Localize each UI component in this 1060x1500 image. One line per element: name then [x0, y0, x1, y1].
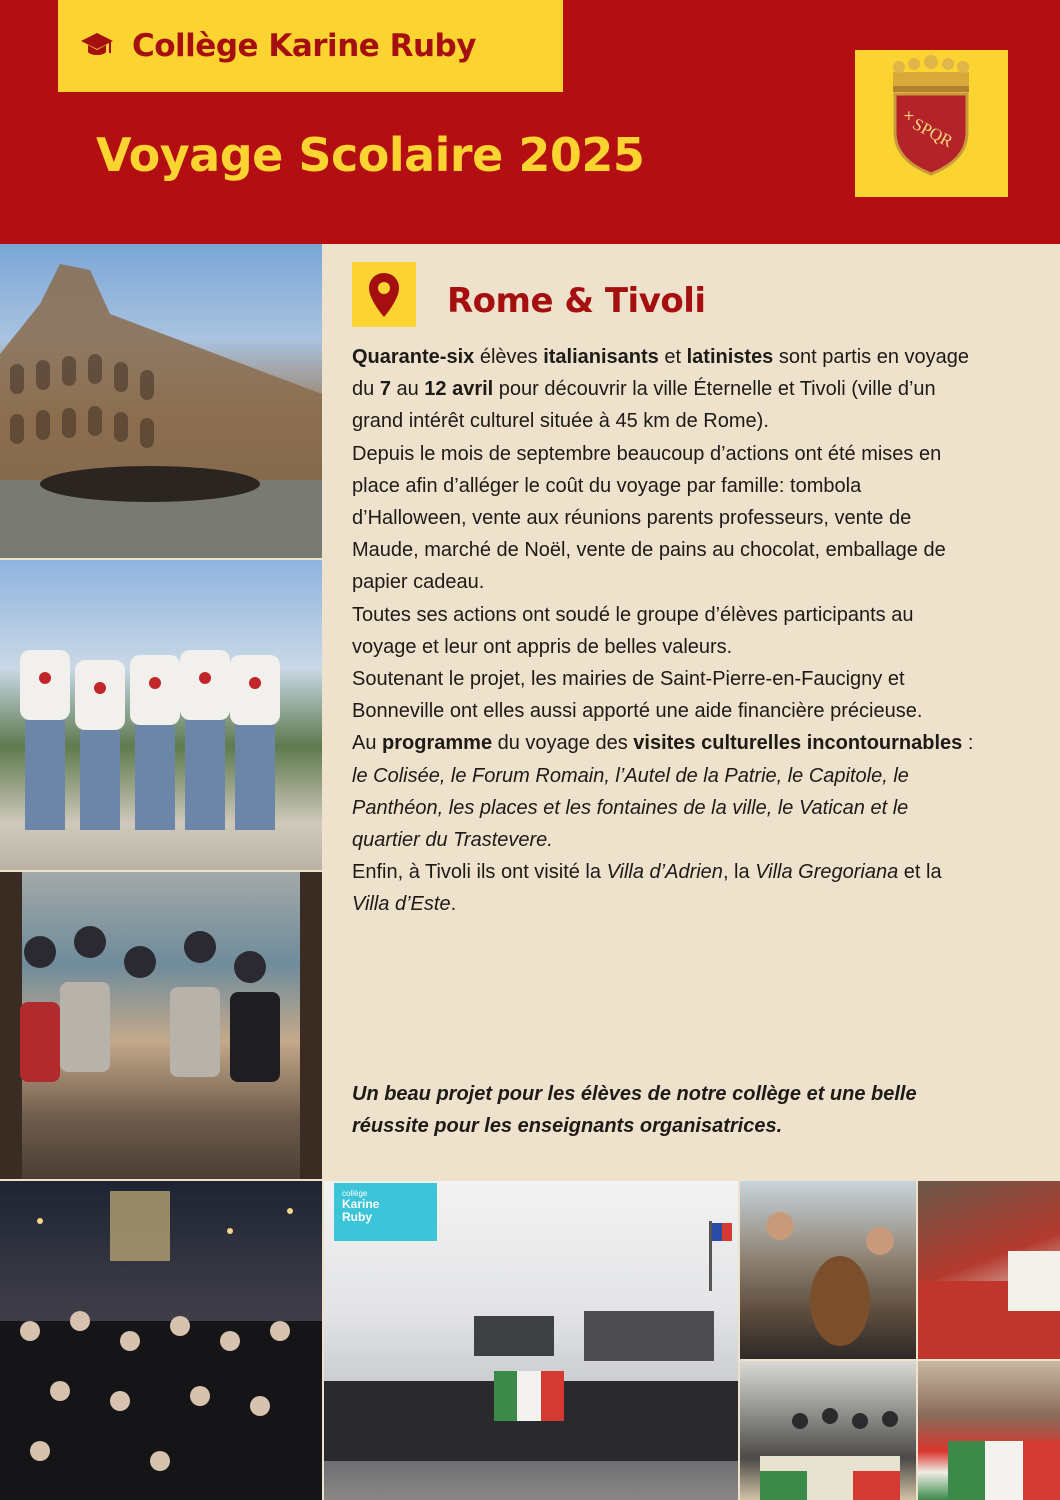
- paragraph-values: Toutes ses actions ont soudé le groupe d’élèves participants au voyage et leur ont appris de belles valeurs.: [352, 603, 914, 658]
- location-pin-icon: [366, 271, 402, 319]
- photo-bake-sale: [740, 1361, 916, 1500]
- college-sign-small: collège: [342, 1189, 368, 1198]
- text-bold: latinistes: [686, 346, 774, 368]
- text-bold: Quarante-six: [352, 346, 475, 368]
- photo-christmas-market: [918, 1181, 1060, 1359]
- text-span: et la: [898, 861, 942, 884]
- photo-group-college: [324, 1181, 738, 1500]
- svg-text:SPQR: SPQR: [909, 114, 956, 152]
- svg-text:+: +: [903, 108, 915, 124]
- college-sign-line2: Ruby: [342, 1210, 372, 1224]
- text-span: Enfin, à Tivoli ils ont visité la: [352, 861, 607, 884]
- text-span: élèves: [474, 346, 544, 368]
- text-span: Au: [352, 732, 383, 755]
- text-span: :: [962, 732, 974, 755]
- school-name-box: [58, 0, 563, 92]
- text-span: pour découvrir la ville Éternelle et Tivoli (ville d’un grand intérêt culturel située à 45 km de Rome).: [352, 378, 936, 433]
- section-title: Rome & Tivoli: [447, 281, 706, 321]
- photo-students-terrace: [0, 872, 322, 1179]
- school-name: Collège Karine Ruby: [132, 28, 476, 64]
- text-span: au: [390, 378, 425, 401]
- article-body: [352, 341, 974, 921]
- text-bold: italianisants: [543, 346, 659, 368]
- text-italic: Villa Gregoriana: [755, 861, 899, 884]
- text-bold: 7: [379, 378, 391, 401]
- text-bold: programme: [382, 732, 493, 755]
- text-span: , la: [722, 861, 756, 884]
- text-bold: 12 avril: [424, 378, 494, 401]
- photo-spanish-steps-night: [0, 1181, 322, 1500]
- coat-of-arms-icon: [855, 50, 1008, 197]
- text-span: .: [450, 893, 457, 916]
- paragraph-program: [352, 727, 974, 856]
- paragraph-tivoli: [352, 856, 974, 920]
- photo-colosseum: [0, 244, 322, 558]
- text-italic: Villa d’Adrien: [606, 861, 723, 884]
- header-banner: [0, 0, 1060, 244]
- emblem-box: [855, 50, 1008, 197]
- text-bold: visites culturelles incontournables: [633, 732, 963, 755]
- paragraph-actions: Depuis le mois de septembre beaucoup d’actions ont été mises en place afin d’alléger le coût du voyage par famille: tombola d’Halloween, vente aux réunions parents professeurs, vente de Maude, marché de Noël, vente de pains au chocolat, emballage de papier cadeau.: [352, 442, 946, 594]
- college-sign-line1: Karine: [342, 1197, 380, 1211]
- graduation-cap-icon: [80, 31, 114, 61]
- text-span: et: [658, 346, 687, 368]
- college-sign: [334, 1183, 437, 1241]
- page-title: Voyage Scolaire 2025: [96, 128, 645, 182]
- text-italic: le Colisée, le Forum Romain, l’Autel de la Patrie, le Capitole, le Panthéon, les places et les fontaines de la ville, le Vatican et le quartier du Trastevere.: [352, 764, 909, 852]
- paragraph-intro: [352, 341, 974, 438]
- closing-statement: Un beau projet pour les élèves de notre collège et une belle réussite pour les enseignants organisatrices.: [352, 1083, 917, 1138]
- text-italic: Villa d’Este: [352, 893, 451, 916]
- paragraph-support: Soutenant le projet, les mairies de Saint-Pierre-en-Faucigny et Bonneville ont elles aussi apporté une aide financière précieuse.: [352, 668, 923, 723]
- photo-apple-press: [740, 1181, 916, 1359]
- photo-students-i-love-roma: [0, 560, 322, 870]
- text-span: sont partis en voyage du: [352, 346, 969, 401]
- text-span: du voyage des: [492, 732, 634, 755]
- photo-italian-flag-table: [918, 1361, 1060, 1500]
- location-box: [352, 262, 416, 327]
